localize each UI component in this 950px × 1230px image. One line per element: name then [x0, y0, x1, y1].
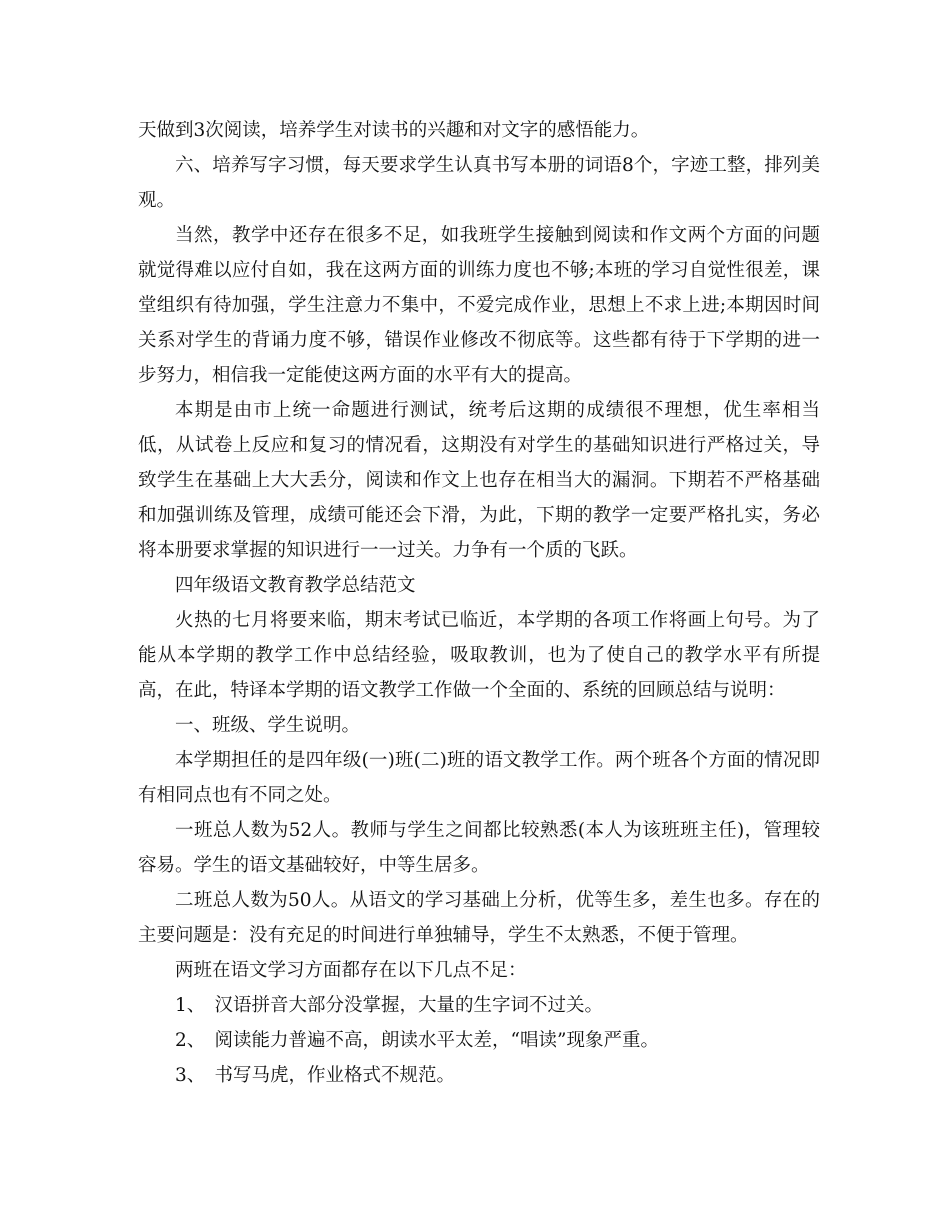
- paragraph-3: 当然，教学中还存在很多不足，如我班学生接触到阅读和作文两个方面的问题就觉得难以应付自如，我在这两方面的训练力度也不够;本班的学习自觉性很差，课堂组织有待加强，学生注意力不集中，不爱完成作业，思想上不求上进;本期因时间关系对学生的背诵力度不够，错误作业修改不彻底等。这些都有待于下学期的进一步努力，相信我一定能使这两方面的水平有大的提高。: [138, 225, 820, 386]
- paragraph-6: 火热的七月将要来临，期末考试已临近，本学期的各项工作将画上句号。为了能从本学期的教学工作中总结经验，吸取教训，也为了使自己的教学水平有所提高，在此，特译本学期的语文教学工作做一个全面的、系统的回顾总结与说明：: [138, 610, 820, 701]
- list-item-1: 1、 汉语拼音大部分没掌握，大量的生字词不过关。: [175, 995, 604, 1016]
- paragraph-9: 一班总人数为52人。教师与学生之间都比较熟悉(本人为该班班主任)，管理较容易。学生的语文基础较好，中等生居多。: [138, 820, 820, 876]
- paragraph-11: 两班在语文学习方面都存在以下几点不足：: [175, 960, 527, 981]
- document-body: [138, 113, 820, 1093]
- list-item-2: 2、 阅读能力普遍不高，朗读水平太差，“唱读”现象严重。: [175, 1030, 659, 1051]
- subheading-class-students: 一、班级、学生说明。: [175, 715, 361, 736]
- list-item-3: 3、 书写马虎，作业格式不规范。: [175, 1065, 456, 1086]
- paragraph-8: 本学期担任的是四年级(一)班(二)班的语文教学工作。两个班各个方面的情况即有相同点也有不同之处。: [138, 750, 820, 806]
- section-title: 四年级语文教育教学总结范文: [175, 575, 416, 596]
- paragraph-1: 天做到3次阅读，培养学生对读书的兴趣和对文字的感悟能力。: [138, 120, 650, 141]
- paragraph-4: 本期是由市上统一命题进行测试，统考后这期的成绩很不理想，优生率相当低，从试卷上反应和复习的情况看，这期没有对学生的基础知识进行严格过关，导致学生在基础上大大丢分，阅读和作文上也存在相当大的漏洞。下期若不严格基础和加强训练及管理，成绩可能还会下滑，为此，下期的教学一定要严格扎实，务必将本册要求掌握的知识进行一一过关。力争有一个质的飞跃。: [138, 400, 820, 561]
- paragraph-2: 六、培养写字习惯，每天要求学生认真书写本册的词语8个，字迹工整，排列美观。: [138, 155, 820, 211]
- paragraph-10: 二班总人数为50人。从语文的学习基础上分析，优等生多，差生也多。存在的主要问题是：没有充足的时间进行单独辅导，学生不太熟悉，不便于管理。: [138, 890, 820, 946]
